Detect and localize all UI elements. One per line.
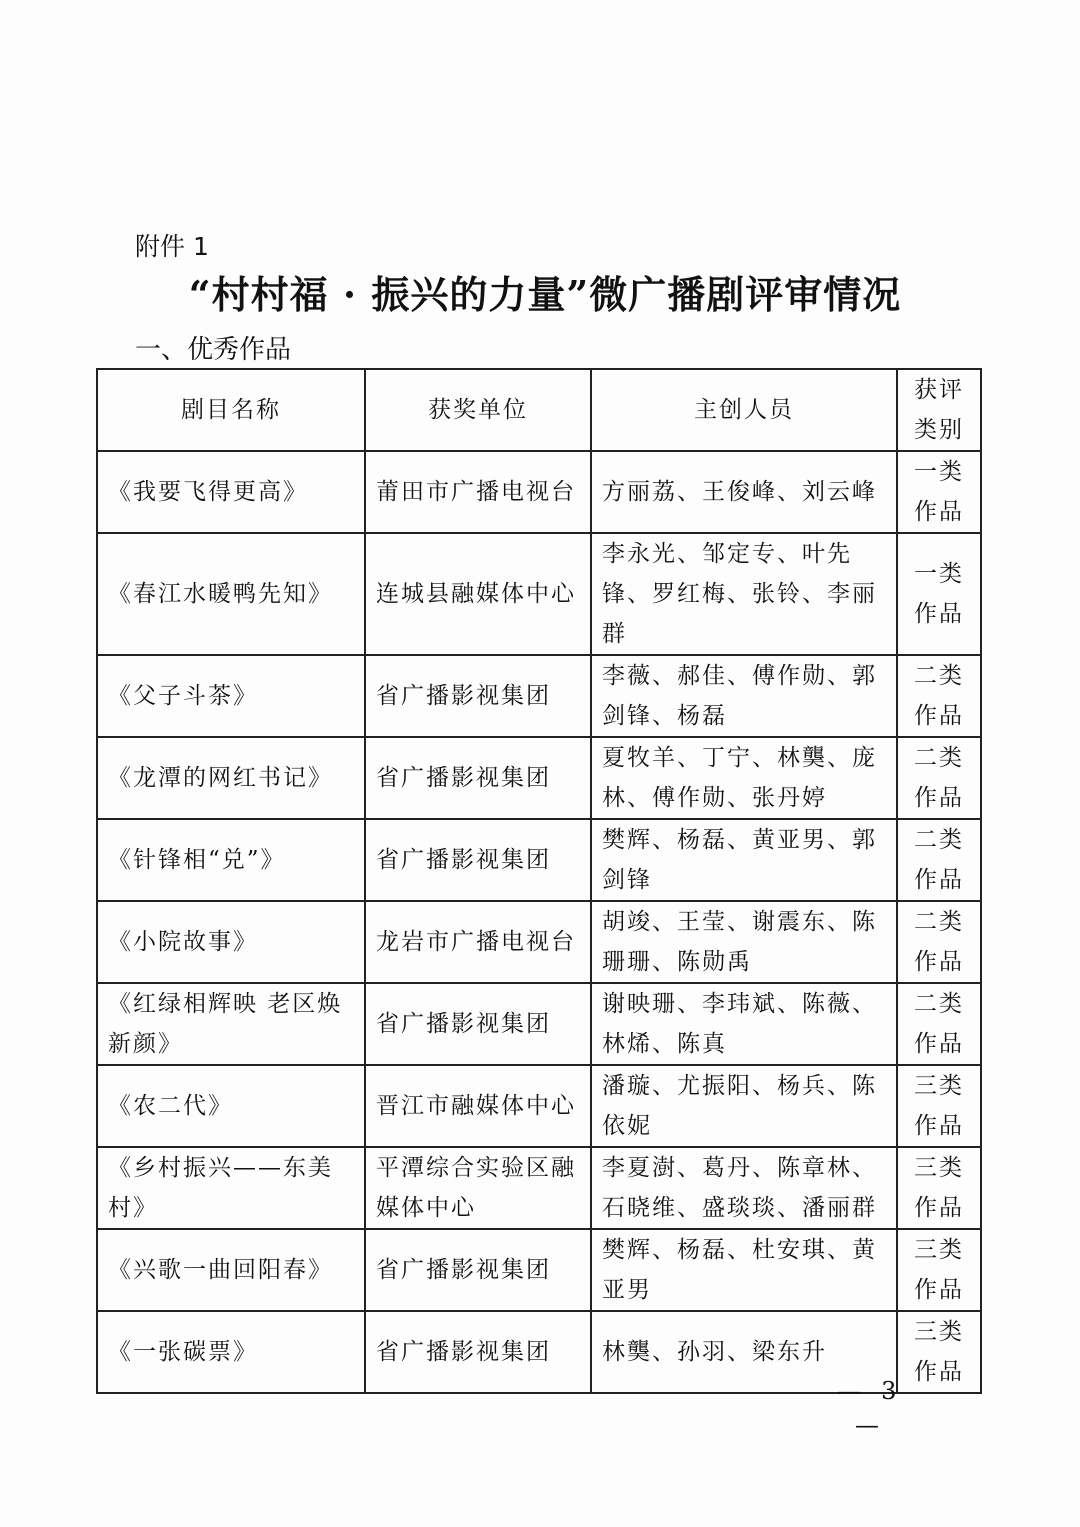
column-header-creators: 主创人员 <box>591 369 897 451</box>
table-row <box>97 1147 981 1229</box>
award-category: 二类作品 <box>897 983 981 1065</box>
attachment-label: 附件 1 <box>135 232 209 261</box>
award-category: 二类作品 <box>897 737 981 819</box>
award-category: 三类作品 <box>897 1229 981 1311</box>
creators: 夏牧羊、丁宁、林龑、庞林、傅作勋、张丹婷 <box>591 737 897 819</box>
award-category: 一类作品 <box>897 451 981 533</box>
section-heading: 一、优秀作品 <box>135 335 292 365</box>
drama-name: 《龙潭的网红书记》 <box>97 737 365 819</box>
award-unit: 省广播影视集团 <box>365 737 591 819</box>
award-category: 二类作品 <box>897 655 981 737</box>
creators: 樊辉、杨磊、黄亚男、郭剑锋 <box>591 819 897 901</box>
creators: 李永光、邹定专、叶先锋、罗红梅、张铃、李丽群 <box>591 533 897 655</box>
drama-name: 《兴歌一曲回阳春》 <box>97 1229 365 1311</box>
creators: 谢映珊、李玮斌、陈薇、林烯、陈真 <box>591 983 897 1065</box>
award-unit: 省广播影视集团 <box>365 1311 591 1393</box>
award-category: 一类作品 <box>897 533 981 655</box>
table-row <box>97 451 981 533</box>
creators: 林龑、孙羽、梁东升 <box>591 1311 897 1393</box>
award-unit: 连城县融媒体中心 <box>365 533 591 655</box>
award-category: 二类作品 <box>897 819 981 901</box>
column-header-category: 获评类别 <box>897 369 981 451</box>
award-unit: 省广播影视集团 <box>365 819 591 901</box>
table-row <box>97 533 981 655</box>
drama-name: 《父子斗茶》 <box>97 655 365 737</box>
drama-name: 《红绿相辉映 老区焕新颜》 <box>97 983 365 1065</box>
drama-name: 《一张碳票》 <box>97 1311 365 1393</box>
award-unit: 莆田市广播电视台 <box>365 451 591 533</box>
table-row <box>97 655 981 737</box>
drama-name: 《乡村振兴——东美村》 <box>97 1147 365 1229</box>
creators: 潘璇、尤振阳、杨兵、陈依妮 <box>591 1065 897 1147</box>
table-row <box>97 819 981 901</box>
drama-name: 《小院故事》 <box>97 901 365 983</box>
award-unit: 省广播影视集团 <box>365 1229 591 1311</box>
drama-name: 《我要飞得更高》 <box>97 451 365 533</box>
table-row <box>97 737 981 819</box>
creators: 胡竣、王莹、谢震东、陈珊珊、陈勋禹 <box>591 901 897 983</box>
table-row <box>97 983 981 1065</box>
award-category: 三类作品 <box>897 1147 981 1229</box>
creators: 方丽荔、王俊峰、刘云峰 <box>591 451 897 533</box>
creators: 李薇、郝佳、傅作勋、郭剑锋、杨磊 <box>591 655 897 737</box>
table-header-row <box>97 369 981 451</box>
drama-name: 《春江水暖鸭先知》 <box>97 533 365 655</box>
creators: 樊辉、杨磊、杜安琪、黄亚男 <box>591 1229 897 1311</box>
page-number: — 3 — <box>837 1377 903 1439</box>
table-row <box>97 1229 981 1311</box>
table-row <box>97 901 981 983</box>
column-header-title: 剧目名称 <box>97 369 365 451</box>
award-unit: 省广播影视集团 <box>365 655 591 737</box>
awards-table <box>96 368 982 1394</box>
award-unit: 晋江市融媒体中心 <box>365 1065 591 1147</box>
award-category: 二类作品 <box>897 901 981 983</box>
column-header-unit: 获奖单位 <box>365 369 591 451</box>
creators: 李夏澍、葛丹、陈章林、石晓维、盛琰琰、潘丽群 <box>591 1147 897 1229</box>
drama-name: 《针锋相“兑”》 <box>97 819 365 901</box>
document-title: “村村福 · 振兴的力量”微广播剧评审情况 <box>188 272 902 317</box>
table-row <box>97 1065 981 1147</box>
award-category: 三类作品 <box>897 1065 981 1147</box>
drama-name: 《农二代》 <box>97 1065 365 1147</box>
award-unit: 平潭综合实验区融媒体中心 <box>365 1147 591 1229</box>
award-category: 三类作品 <box>897 1311 981 1393</box>
award-unit: 省广播影视集团 <box>365 983 591 1065</box>
award-unit: 龙岩市广播电视台 <box>365 901 591 983</box>
